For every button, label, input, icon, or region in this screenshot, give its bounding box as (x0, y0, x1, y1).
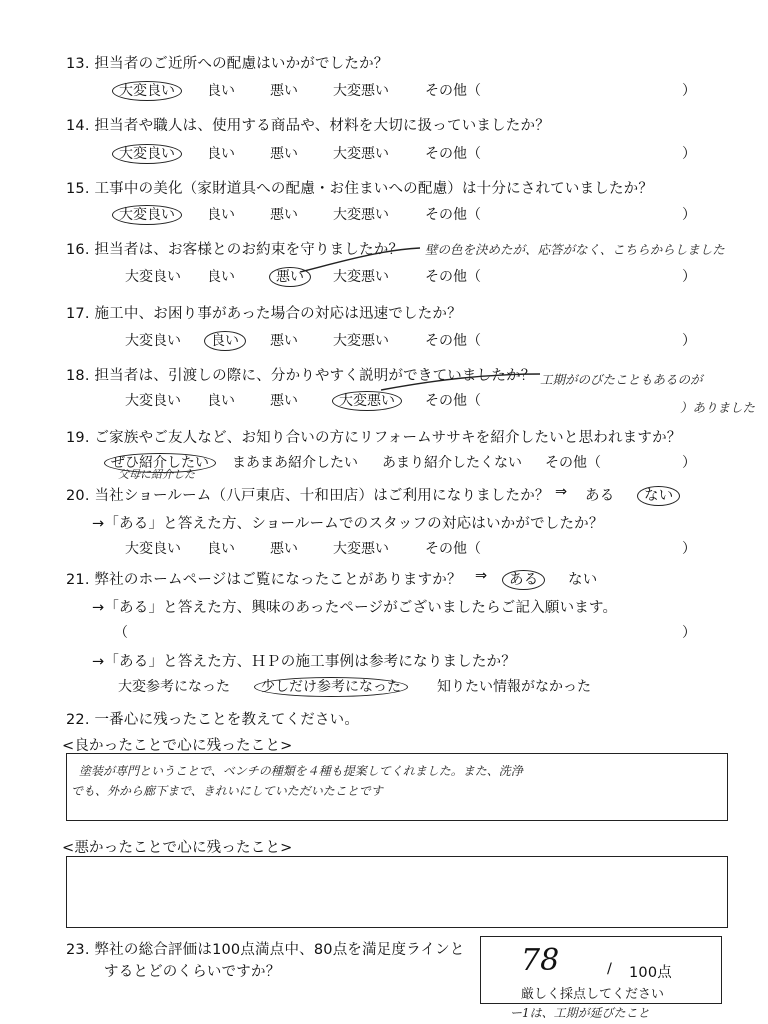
q21-subquestion-1: →「ある」と答えた方、興味のあったページがございましたらご記入願います。 (92, 600, 618, 616)
q19-text: 19. ご家族やご友人など、お知り合いの方にリフォームササキを紹介したいと思われますか？ (66, 430, 682, 446)
q16-handwritten-note: 壁の色を決めたが、応答がなく、こちらからしました (425, 242, 725, 257)
q14-option-other[interactable]: その他（ (425, 146, 481, 162)
q19-option-1[interactable]: ぜひ紹介したい (112, 452, 216, 472)
q16-close-paren: ） (682, 269, 696, 285)
q23-text-line-2: するとどのくらいですか？ (104, 964, 281, 980)
q22-good-answer-line-1: 塗装が専門ということで、ベンチの種類を４種も提案してくれました。また、洗浄 (79, 764, 523, 778)
q19-option-other[interactable]: その他（ (545, 455, 601, 471)
q19-close-paren: ） (682, 455, 696, 471)
q18-option-1[interactable]: 大変良い (125, 393, 181, 409)
q22-good-answer-box[interactable] (66, 753, 728, 821)
q21-text: 21. 弊社のホームページはご覧になったことがありますか？ (66, 572, 462, 588)
q16-option-4[interactable]: 大変悪い (333, 269, 389, 285)
q13-text: 13. 担当者のご近所への配慮はいかがでしたか？ (66, 56, 389, 72)
q21-option-2[interactable]: 少しだけ参考になった (262, 676, 408, 696)
q15-option-1[interactable]: 大変良い (120, 204, 182, 224)
q15-option-4[interactable]: 大変悪い (333, 207, 389, 223)
q17-option-1[interactable]: 大変良い (125, 333, 181, 349)
q22-good-label: <良かったことで心に残ったこと> (62, 738, 293, 754)
q21-subquestion-2: →「ある」と答えた方、ＨＰの施工事例は参考になりましたか？ (92, 654, 516, 670)
q16-option-3[interactable]: 悪い (277, 266, 311, 286)
q21-option-1[interactable]: 大変参考になった (118, 679, 230, 695)
q23-max-score: 100点 (629, 965, 672, 981)
q15-close-paren: ） (682, 207, 696, 223)
q14-option-4[interactable]: 大変悪い (333, 146, 389, 162)
q17-option-3[interactable]: 悪い (270, 333, 298, 349)
q21-yes[interactable]: ある (510, 568, 545, 589)
q15-text: 15. 工事中の美化（家財道具への配慮・お住まいへの配慮）は十分にされていましたか？ (66, 181, 654, 197)
q18-option-4[interactable]: 大変悪い (340, 390, 402, 410)
q17-close-paren: ） (682, 333, 696, 349)
q22-bad-answer-box[interactable] (66, 856, 728, 928)
q15-option-3[interactable]: 悪い (270, 207, 298, 223)
q18-handwritten-note-2: ）ありました (680, 400, 756, 415)
q13-option-2[interactable]: 良い (207, 83, 235, 99)
q17-option-2[interactable]: 良い (212, 330, 246, 350)
q15-option-other[interactable]: その他（ (425, 207, 481, 223)
q23-text: 23. 弊社の総合評価は100点満点中、80点を満足度ラインと (66, 942, 465, 958)
q14-option-1[interactable]: 大変良い (120, 143, 182, 163)
q17-text: 17. 施工中、お困り事があった場合の対応は迅速でしたか？ (66, 306, 462, 322)
q23-handwritten-note: ー1は、工期が延びたこと (510, 1006, 650, 1020)
q20-option-2[interactable]: 良い (207, 541, 235, 557)
q21-option-3[interactable]: 知りたい情報がなかった (437, 679, 591, 695)
q20-option-3[interactable]: 悪い (270, 541, 298, 557)
q16-option-2[interactable]: 良い (207, 269, 235, 285)
q20-option-1[interactable]: 大変良い (125, 541, 181, 557)
q20-yes[interactable]: ある (585, 488, 615, 504)
q22-bad-label: <悪かったことで心に残ったこと> (62, 840, 293, 856)
q20-text: 20. 当社ショールーム（八戸東店、十和田店）はご利用になりましたか？ (66, 488, 550, 504)
q19-option-3[interactable]: あまり紹介したくない (382, 455, 522, 471)
q18-option-2[interactable]: 良い (207, 393, 235, 409)
q16-arrow-stroke (290, 240, 430, 280)
q20-subquestion: →「ある」と答えた方、ショールームでのスタッフの対応はいかがでしたか？ (92, 516, 604, 532)
q16-option-1[interactable]: 大変良い (125, 269, 181, 285)
q13-option-1[interactable]: 大変良い (120, 80, 182, 100)
q13-close-paren: ） (682, 83, 696, 99)
q13-option-3[interactable]: 悪い (270, 83, 298, 99)
q20-option-other[interactable]: その他（ (425, 541, 481, 557)
q20-no[interactable]: ない (645, 484, 680, 505)
q17-option-other[interactable]: その他（ (425, 333, 481, 349)
q16-option-other[interactable]: その他（ (425, 269, 481, 285)
q20-close-paren: ） (682, 541, 696, 557)
q14-close-paren: ） (682, 146, 696, 162)
q14-text: 14. 担当者や職人は、使用する商品や、材料を大切に扱っていましたか？ (66, 118, 550, 134)
q19-handwritten-note: 父母に紹介した (118, 468, 195, 481)
q23-score-value: 78 (521, 943, 560, 978)
q16-text: 16. 担当者は、お客様とのお約束を守りましたか？ (66, 242, 404, 258)
q14-option-2[interactable]: 良い (207, 146, 235, 162)
q23-strict-label: 厳しく採点してください (521, 987, 665, 1002)
q22-good-answer-line-2: でも、外から廊下まで、きれいにしていただいたことです (71, 784, 383, 798)
q18-handwritten-note: 工期がのびたこともあるのが (540, 372, 703, 387)
q22-text: 22. 一番心に残ったことを教えてください。 (66, 712, 360, 728)
q13-option-other[interactable]: その他（ (425, 83, 481, 99)
q18-option-3[interactable]: 悪い (270, 393, 298, 409)
q20-arrow: ⇒ (555, 484, 568, 500)
q21-open-paren: （ (114, 625, 128, 641)
q14-option-3[interactable]: 悪い (270, 146, 298, 162)
q17-option-4[interactable]: 大変悪い (333, 333, 389, 349)
q18-text: 18. 担当者は、引渡しの際に、分かりやすく説明ができていましたか？ (66, 368, 536, 384)
q18-arrow-stroke (375, 366, 545, 396)
q23-slash: / (607, 961, 613, 977)
q18-option-other[interactable]: その他（ (425, 393, 481, 409)
q15-option-2[interactable]: 良い (207, 207, 235, 223)
q21-close-paren: ） (682, 625, 696, 641)
q13-option-4[interactable]: 大変悪い (333, 83, 389, 99)
q23-score-box[interactable] (480, 936, 722, 1004)
q19-option-2[interactable]: まあまあ紹介したい (232, 455, 358, 471)
q21-arrow: ⇒ (475, 568, 488, 584)
q21-no[interactable]: ない (568, 572, 598, 588)
q20-option-4[interactable]: 大変悪い (333, 541, 389, 557)
